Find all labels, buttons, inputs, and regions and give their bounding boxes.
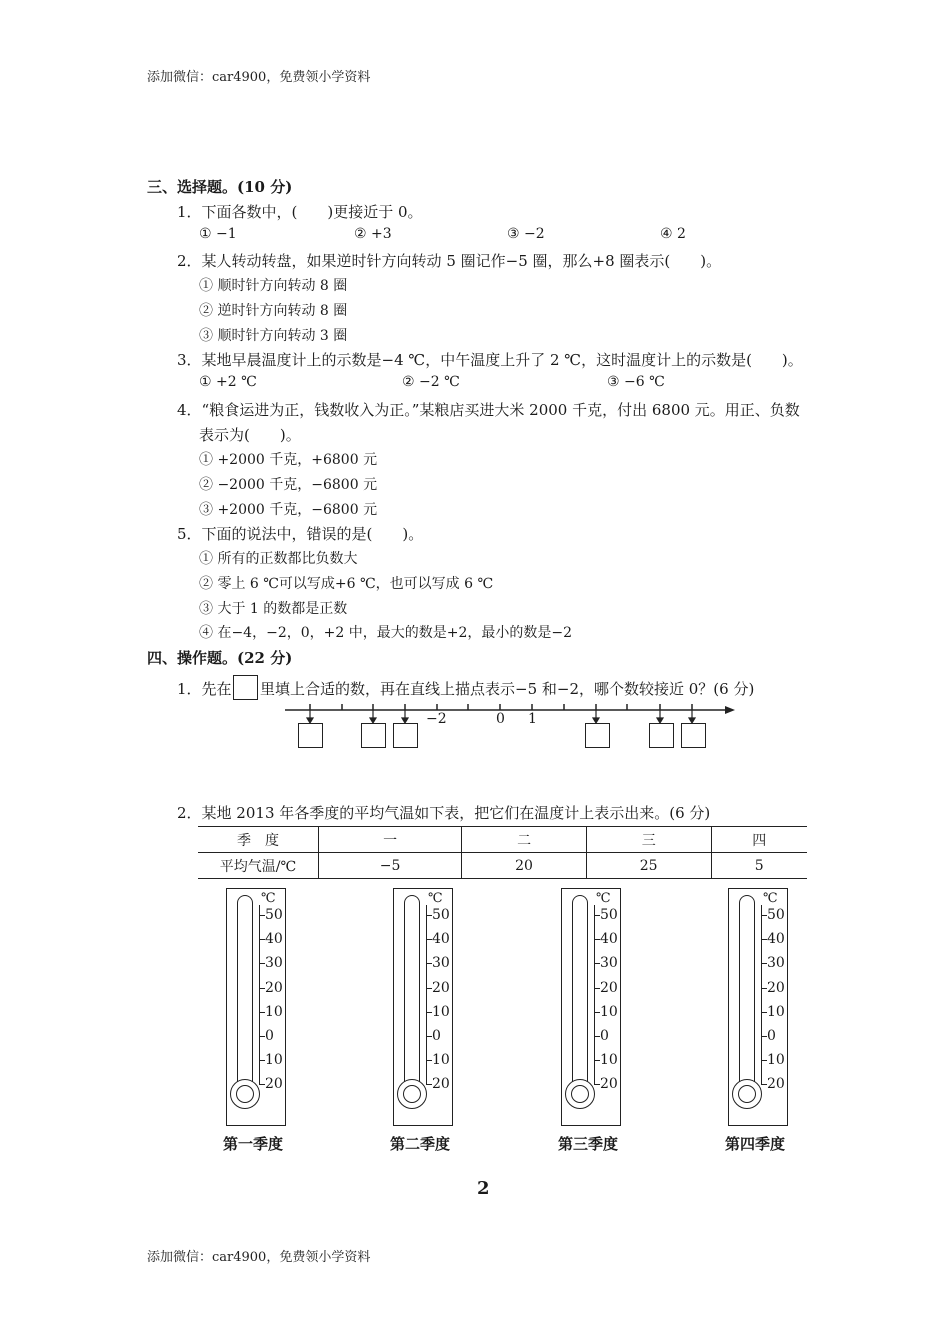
thermometer-tube (572, 895, 588, 1084)
q4-2-stem: 2．某地 2013 年各季度的平均气温如下表，把它们在温度计上表示出来。(6 分) (177, 804, 711, 822)
thermometer-bulb-inner (236, 1085, 254, 1103)
number-line-answer-box-4[interactable] (585, 723, 610, 748)
thermometer-tick-label: 20 (432, 979, 450, 996)
number-line-answer-box-1[interactable] (298, 723, 323, 748)
table-header-cell: 一 (319, 827, 462, 853)
thermometer-tick-label: 50 (767, 907, 785, 923)
thermometer-tick-label: 50 (600, 907, 618, 923)
thermometer-tick-label: 10 (767, 1003, 785, 1020)
q3-2-stem: 2．某人转动转盘，如果逆时针方向转动 5 圈记作−5 圈，那么+8 圈表示( )。 (177, 252, 722, 270)
thermometer-tick-label: 40 (600, 931, 618, 948)
thermometer-scale-line (594, 905, 595, 1085)
q3-4-option-1: ① +2000 千克，+6800 元 (199, 452, 378, 468)
number-line-label-neg2: −2 (426, 711, 447, 727)
thermometer-tube (739, 895, 755, 1084)
thermometer-3[interactable] (561, 888, 621, 1126)
thermometer-tick-label: 40 (265, 931, 283, 948)
table-cell: 平均气温/℃ (198, 853, 319, 879)
thermometer-tick-label: 20 (265, 1076, 283, 1093)
number-line-answer-box-6[interactable] (681, 723, 706, 748)
q3-2-option-2: ② 逆时针方向转动 8 圈 (199, 303, 348, 319)
table-row (198, 853, 807, 879)
q3-5-stem: 5．下面的说法中，错误的是( )。 (177, 525, 424, 543)
table-row (198, 827, 807, 853)
thermometer-bulb-inner (738, 1085, 756, 1103)
thermometer-tick-label: 10 (265, 1052, 283, 1069)
table-cell: −5 (319, 853, 462, 879)
table-header-cell: 季 度 (198, 827, 319, 853)
thermometer-tick-label: 10 (432, 1052, 450, 1069)
header-note: 添加微信：car4900，免费领小学资料 (147, 70, 371, 85)
q3-2-option-1: ① 顺时针方向转动 8 圈 (199, 278, 348, 294)
thermometer-tick-label: 40 (767, 931, 785, 948)
thermometer-tube (237, 895, 253, 1084)
q3-1-option-2: ② +3 (354, 226, 392, 242)
q4-1-stem-suffix: 里填上合适的数，再在直线上描点表示−5 和−2，哪个数较接近 0？(6 分) (260, 680, 755, 698)
footer-note: 添加微信：car4900，免费领小学资料 (147, 1250, 371, 1265)
thermometer-tick-label: 50 (265, 907, 283, 923)
thermometer-tick-label: 10 (265, 1003, 283, 1020)
page-number: 2 (477, 1178, 490, 1199)
number-line-label-1: 1 (528, 711, 537, 727)
thermometer-4[interactable] (728, 888, 788, 1126)
thermometer-scale-line (761, 905, 762, 1085)
thermometer-bulb-inner (571, 1085, 589, 1103)
section-4-title: 四、操作题。(22 分) (147, 649, 293, 667)
q3-2-option-3: ③ 顺时针方向转动 3 圈 (199, 328, 348, 344)
table-header-cell: 四 (711, 827, 807, 853)
q3-4-option-3: ③ +2000 千克，−6800 元 (199, 502, 378, 518)
thermometer-tick-label: 10 (600, 1052, 618, 1069)
thermometer-1[interactable] (226, 888, 286, 1126)
thermometer-tube (404, 895, 420, 1084)
q3-3-option-2: ② −2 ℃ (402, 374, 460, 390)
table-cell: 25 (586, 853, 711, 879)
thermometer-tick-label: 20 (600, 1076, 618, 1093)
thermometer-bulb-inner (403, 1085, 421, 1103)
thermometer-caption-1: 第一季度 (223, 1135, 284, 1153)
number-line-answer-box-3[interactable] (393, 723, 418, 748)
thermometer-tick-label: 50 (432, 907, 450, 923)
q3-1-stem: 1．下面各数中，( )更接近于 0。 (177, 203, 423, 221)
thermometer-tick-label: 20 (767, 1076, 785, 1093)
thermometer-tick-label: 20 (265, 979, 283, 996)
table-cell: 20 (462, 853, 587, 879)
thermometer-tick-label: 20 (600, 979, 618, 996)
thermometer-tick-label: 30 (432, 955, 450, 972)
table-header-cell: 二 (462, 827, 587, 853)
q3-1-option-1: ① −1 (199, 226, 237, 242)
thermometer-scale-line (426, 905, 427, 1085)
q3-4-stem-line1: 4．“粮食运进为正，钱数收入为正。”某粮店买进大米 2000 千克，付出 6800 元。用正、负数 (177, 401, 800, 419)
q3-1-option-4: ④ 2 (660, 226, 686, 242)
thermometer-unit: ℃ (261, 891, 276, 906)
q4-1-stem-prefix: 1．先在 (177, 680, 232, 698)
thermometer-unit: ℃ (763, 891, 778, 906)
number-line-answer-box-2[interactable] (361, 723, 386, 748)
q3-1-option-3: ③ −2 (507, 226, 545, 242)
number-line-ticks (310, 704, 692, 710)
q4-1-inline-answer-box[interactable] (233, 675, 258, 700)
thermometer-tick-label: 0 (265, 1028, 274, 1044)
temperature-table (198, 826, 807, 879)
thermometer-tick-label: 40 (432, 931, 450, 948)
q3-5-option-1: ① 所有的正数都比负数大 (199, 551, 358, 567)
q3-5-option-2: ② 零上 6 ℃可以写成+6 ℃，也可以写成 6 ℃ (199, 576, 494, 592)
thermometer-tick-label: 20 (767, 979, 785, 996)
thermometer-tick-label: 10 (600, 1003, 618, 1020)
thermometer-tick-label: 20 (432, 1076, 450, 1093)
thermometer-tick-label: 0 (432, 1028, 441, 1044)
thermometer-tick-label: 30 (265, 955, 283, 972)
thermometer-tick-label: 30 (767, 955, 785, 972)
thermometer-tick-label: 0 (600, 1028, 609, 1044)
q3-4-option-2: ② −2000 千克，−6800 元 (199, 477, 378, 493)
number-line-label-0: 0 (496, 711, 505, 727)
thermometer-tick-label: 30 (600, 955, 618, 972)
thermometer-unit: ℃ (428, 891, 443, 906)
thermometer-tick-label: 10 (432, 1003, 450, 1020)
number-line-arrowhead (725, 706, 735, 714)
thermometer-2[interactable] (393, 888, 453, 1126)
thermometer-caption-2: 第二季度 (390, 1135, 451, 1153)
table-cell: 5 (711, 853, 807, 879)
thermometer-caption-4: 第四季度 (725, 1135, 786, 1153)
q3-5-option-4: ④ 在−4，−2，0，+2 中，最大的数是+2，最小的数是−2 (199, 625, 572, 641)
q3-3-option-1: ① +2 ℃ (199, 374, 257, 390)
thermometer-scale-line (259, 905, 260, 1085)
q3-3-stem: 3．某地早晨温度计上的示数是−4 ℃，中午温度上升了 2 ℃，这时温度计上的示数是( )。 (177, 351, 803, 369)
q3-5-option-3: ③ 大于 1 的数都是正数 (199, 601, 348, 617)
table-header-cell: 三 (586, 827, 711, 853)
number-line-answer-box-5[interactable] (649, 723, 674, 748)
thermometer-caption-3: 第三季度 (558, 1135, 619, 1153)
thermometer-unit: ℃ (596, 891, 611, 906)
q3-4-stem-line2: 表示为( )。 (199, 426, 301, 444)
thermometer-tick-label: 0 (767, 1028, 776, 1044)
section-3-title: 三、选择题。(10 分) (147, 178, 293, 196)
q3-3-option-3: ③ −6 ℃ (607, 374, 665, 390)
thermometer-tick-label: 10 (767, 1052, 785, 1069)
